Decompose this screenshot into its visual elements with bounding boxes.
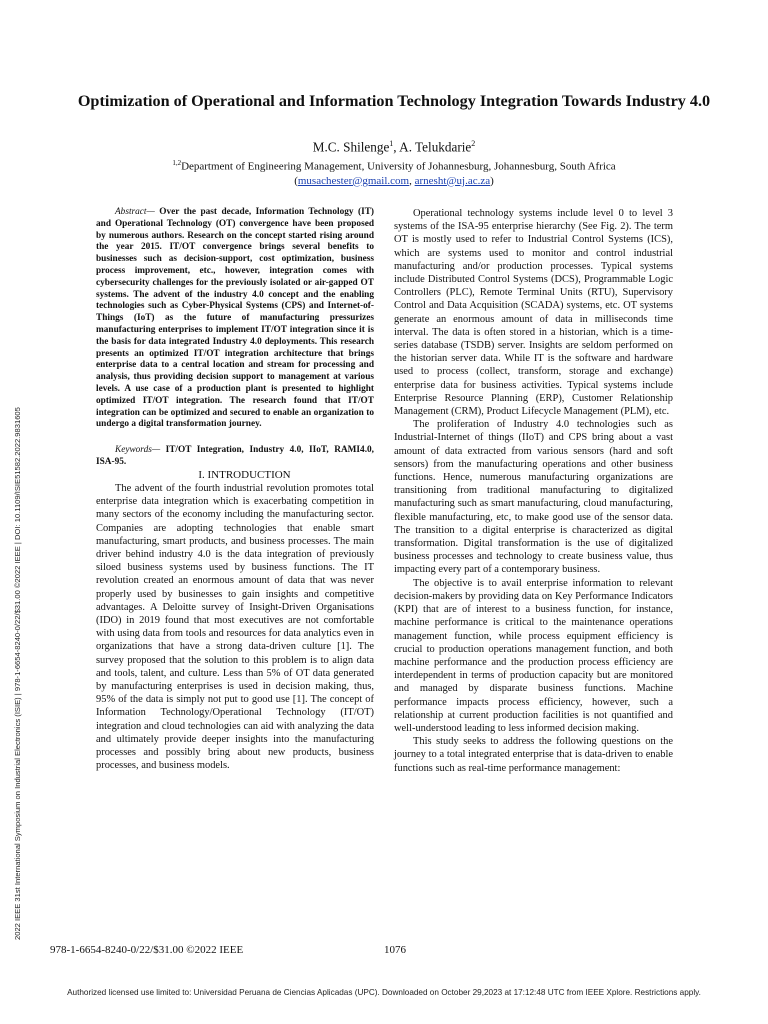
right-column [394,207,673,775]
body-paragraph: This study seeks to address the following questions on the journey to a total integrated enterprise that is data-driven to enable functions such as real-time performance management: [394,736,673,774]
footer-isbn: 978-1-6654-8240-0/22/$31.00 ©2022 IEEE [50,944,244,956]
paren-open: ( [294,174,298,187]
body-paragraph: Operational technology systems include level 0 to level 3 systems of the ISA-95 enterprise hierarchy (See Fig. 2). The term OT is mostly used to refer to Industrial Control Systems (ICS), which are systems used to monitor and control industrial manufacturing and/or production processes. Typical systems include Distributed Control Systems (DCS), Programmable Logic Controllers (PLC), Remote Terminal Units (RTU), Supervisory Control and Data Acquisition (SCADA) systems, etc. OT systems generate an enormous amount of data in milliseconds time interval. The data is often stored in a historian, which is a time-series database (TSDB) server. Insights are seldom performed on the historian server data. While IT is the software and hardware used to process (collect, transform, storage and exchange) enterprise data for business activities. Typical systems include Enterprise Resource Planning (ERP), Customer Relationship Management (CRM), Product Lifecycle Management (PLM), etc. [394,208,673,418]
keywords-text: IT/OT Integration, Industry 4.0, IIoT, RAMI4.0, ISA-95. [96,445,374,467]
email-link-2[interactable]: arnesht@uj.ac.za [414,174,491,187]
affiliation-sup: 1,2 [172,159,182,167]
affiliation-text: Department of Engineering Management, University of Johannesburg, Johannesburg, South Africa [181,160,616,173]
paper-title: Optimization of Operational and Information Technology Integration Towards Industry 4.0 [77,92,711,110]
keywords-lead: Keywords— [115,445,161,456]
body-paragraph: The proliferation of Industry 4.0 technologies such as Industrial-Internet of things (IIoT) and CPS bring about a vast amount of data extracted from various sensors (hard and soft sensors) from the manufacturing operations and other business functions. Hence, numerous manufacturing organizations are transitioning from traditional manufacturing to digitalized manufacturing such as smart manufacturing, cloud manufacturing, flexible manufacturing, etc, to make good use of the sensor data. The transition to a digital enterprise is characterized as digital transformation. Digital transformation is the use of digitalized business processes and technology to create business value, thus impacting every part of a contemporary business. [394,419,673,576]
affiliation [60,156,728,188]
abstract [96,207,374,431]
page-number: 1076 [384,944,406,956]
authors [60,139,728,155]
author-1-sup: 1 [389,139,394,148]
authorized-use-notice: Authorized licensed use limited to: Universidad Peruana de Ciencias Aplicadas (UPC). Downloaded on October 29,2023 at 17:12:48 UTC from IEEE Xplore. Restrictions apply. [67,988,701,997]
paren-close: ) [490,174,494,187]
author-2-sup: 2 [471,139,476,148]
body-paragraph: The objective is to avail enterprise information to relevant decision-makers by providing data on Key Performance Indicators (KPI) that are of interest to a business function, for instance, machine performance is critical to the maintenance operations management function, while process equipment efficiency is crucial to production operations management function, and both machine performance and the production process efficiency are interdependent in terms of production capacity but are monitored and managed by disparate business functions. Machine performance impacts process efficiency, however, such a relationship at current production facilities is not quantified and well-understood leading to less informed decision making. [394,577,673,734]
email-separator: , [409,174,415,187]
side-citation-text: 2022 IEEE 31st International Symposium on Industrial Electronics (ISIE) | 978-1-6654-8240-0/22/$31.00 ©2022 IEEE | DOI: 10.1109/ISIE51582.2022.9831605 [13,407,22,940]
email-link-1[interactable]: musachester@gmail.com [297,174,410,187]
abstract-text: Over the past decade, Information Technology (IT) and Operational Technology (OT) convergence have been proposed by numerous authors. Research on the concept started rising around the year 2015. IT/OT convergence brings several benefits to businesses such as decision-support, cost optimization, business process improvement, etc., however, integration comes with cybersecurity challenges for the previously isolated or air-gapped OT systems. The advent of the industry 4.0 concept and the enabling technologies such as Cyber-Physical Systems (CPS) and Internet-of-Things (IoT) as the future of manufacturing pressurizes manufacturing enterprises to implement IT/OT integration since it is the basis for data integrated Industry 4.0 deployments. This research presents an optimized IT/OT integration architecture that brings enterprise data to a central location and stream for processing and analysis, thus providing decision support to management at various levels. A use case of a production plant is presented to highlight optimized IT/OT integration. The research found that IT/OT integration can be optimized and secured to enable an organization to undergo a digital transformation journey. [96,207,374,430]
author-separator: , [393,139,400,155]
author-2: A. Telukdarie [399,139,472,155]
left-column [96,207,374,772]
abstract-lead: Abstract— [115,207,155,217]
intro-paragraph: The advent of the fourth industrial revolution promotes total enterprise data integration which is exacerbating competition in many sectors of the economy including the manufacturing sector. Companies are adopting technologies that enable smart manufacturing, smart products, and business processes. The main driver behind industry 4.0 is the data integration of previously siloed business systems used by business functions. The IT revolution created an enormous amount of data that was never properly used by businesses to gain insights and competitive advantages. A Deloitte survey of Insight-Driven Organisations (IDO) in 2019 found that most executives are not comfortable with using data from tools and resources for data analytics even in organizations that have a strong data-driven culture [1]. The survey proposed that the solution to this problem is to align data and tools, talent, and culture. Less than 5% of OT data generated by manufacturing enterprises is used in decision making, thus, 95% of the data is simply not put to good use [1]. The concept of Information Technology/Operational Technology (IT/OT) integration and cloud technologies can aid with analyzing the data and ultimately provide deeper insights into the manufacturing processes and possibly bring about new products, business processes, and business models. [96,482,374,772]
side-citation [8,240,24,940]
author-1: M.C. Shilenge [312,139,390,155]
section-heading-introduction: I. INTRODUCTION [198,468,291,481]
keywords [96,445,374,469]
